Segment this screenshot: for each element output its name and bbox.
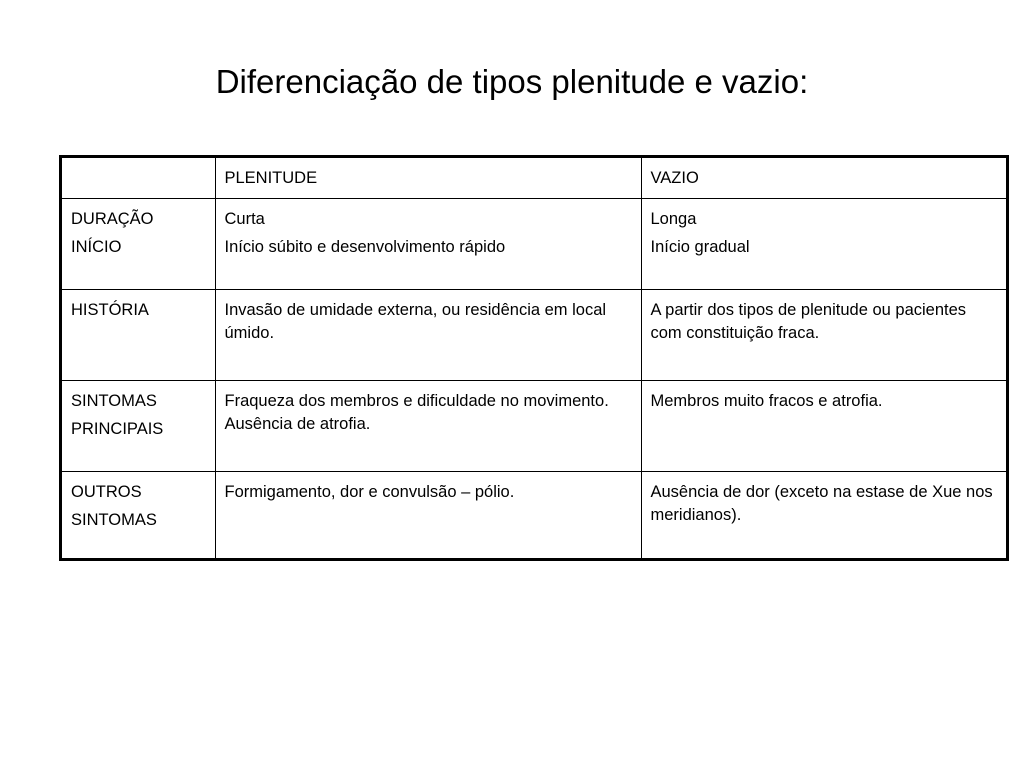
plenitude-cell xyxy=(215,289,641,380)
plenitude-text: Formigamento, dor e convulsão – pólio. xyxy=(224,482,515,501)
header-cell-plenitude: PLENITUDE xyxy=(215,158,641,198)
row-label-cell xyxy=(62,380,215,471)
vazio-cell xyxy=(641,198,1006,289)
row-label-cell xyxy=(62,289,215,380)
row-label-line: OUTROS xyxy=(71,482,142,501)
plenitude-cell xyxy=(215,380,641,471)
row-label-cell xyxy=(62,198,215,289)
row-label-line: PRINCIPAIS xyxy=(71,419,164,438)
header-cell-empty xyxy=(62,158,215,198)
row-label-line: INÍCIO xyxy=(71,237,122,256)
table-row-historia xyxy=(62,289,1006,380)
table-row-sintomas-principais xyxy=(62,380,1006,471)
vazio-cell xyxy=(641,289,1006,380)
table-row-outros-sintomas xyxy=(62,471,1006,561)
plenitude-cell xyxy=(215,198,641,289)
vazio-cell xyxy=(641,380,1006,471)
plenitude-text: Invasão de umidade externa, ou residência em local úmido. xyxy=(224,300,607,342)
table-row-duracao xyxy=(62,198,1006,289)
vazio-text: Início gradual xyxy=(650,237,750,256)
plenitude-text: Início súbito e desenvolvimento rápido xyxy=(224,237,506,256)
row-label-cell xyxy=(62,471,215,561)
plenitude-text: Curta xyxy=(224,209,265,228)
vazio-text: A partir dos tipos de plenitude ou pacientes com constituição fraca. xyxy=(650,300,967,342)
vazio-cell xyxy=(641,471,1006,561)
row-label-line: HISTÓRIA xyxy=(71,300,149,319)
vazio-text: Membros muito fracos e atrofia. xyxy=(650,391,883,410)
row-label-line: SINTOMAS xyxy=(71,391,157,410)
vazio-text: Ausência de dor (exceto na estase de Xue nos meridianos). xyxy=(650,482,993,524)
vazio-text: Longa xyxy=(650,209,697,228)
table-header-row xyxy=(62,158,1006,198)
plenitude-text: Fraqueza dos membros e dificuldade no movimento. Ausência de atrofia. xyxy=(224,391,609,433)
header-cell-vazio: VAZIO xyxy=(641,158,1006,198)
comparison-table xyxy=(59,155,1009,561)
page-title: Diferenciação de tipos plenitude e vazio: xyxy=(215,63,809,101)
row-label-line: SINTOMAS xyxy=(71,510,157,529)
row-label-line: DURAÇÃO xyxy=(71,209,154,228)
plenitude-cell xyxy=(215,471,641,561)
